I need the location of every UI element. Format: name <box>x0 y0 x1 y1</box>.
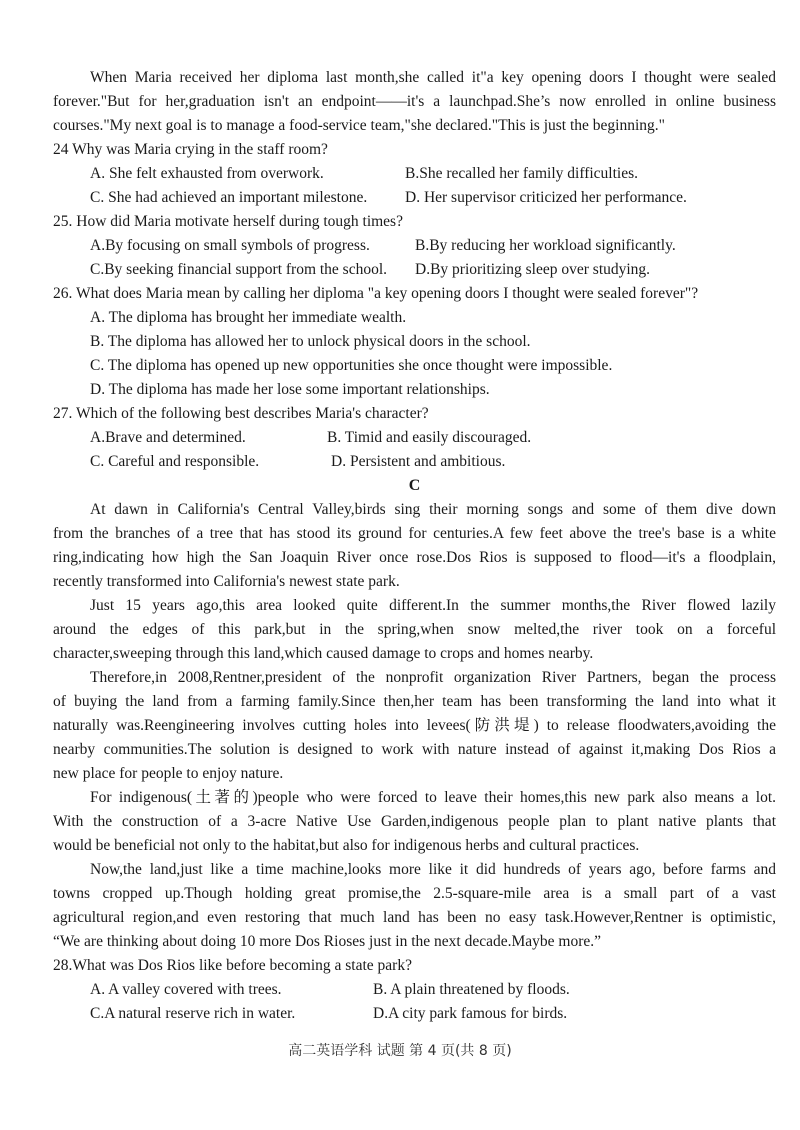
paragraph-line: When Maria received her diploma last month,she called it"a key opening doors I thought were sealed <box>90 69 776 86</box>
paragraph-line: ring,indicating how high the San Joaquin River once rose.Dos Rios is supposed to flood—it's a floodplain, <box>53 549 776 566</box>
paragraph-line: of buying the land from a farming family.Since then,her team has been transforming the land into what it <box>53 693 776 710</box>
option: C. The diploma has opened up new opportunities she once thought were impossible. <box>90 357 613 374</box>
option-row <box>53 186 776 210</box>
paragraph-line: With the construction of a 3-acre Native Use Garden,indigenous people plan to plant native plants that <box>53 813 776 830</box>
option: A.By focusing on small symbols of progress. <box>90 237 370 254</box>
section-heading: C <box>408 477 421 494</box>
option: A. A valley covered with trees. <box>90 981 282 998</box>
paragraph-line: towns cropped up.Though holding great promise,the 2.5-square-mile area is a small part of a vast <box>53 885 776 902</box>
option: A.Brave and determined. <box>90 429 246 446</box>
paragraph-line: recently transformed into California's newest state park. <box>53 573 400 590</box>
option-row <box>53 234 776 258</box>
paragraph-line: Therefore,in 2008,Rentner,president of the nonprofit organization River Partners, began the process <box>90 669 776 686</box>
option: B. The diploma has allowed her to unlock physical doors in the school. <box>90 333 531 350</box>
option: B.By reducing her workload significantly. <box>415 237 676 254</box>
paragraph-line: character,sweeping through this land,which caused damage to crops and homes nearby. <box>53 645 594 662</box>
paragraph-line: forever."But for her,graduation isn't an endpoint——it's a launchpad.She’s now enrolled in online business <box>53 93 776 110</box>
page-footer: 高二英语学科 试题 第 4 页(共 8 页) <box>288 1043 512 1059</box>
option: C. Careful and responsible. <box>90 453 260 470</box>
paragraph-line: naturally was.Reengineering involves cutting holes into levees(防洪堤) to release floodwaters,avoiding the <box>53 717 776 734</box>
option: D. Her supervisor criticized her performance. <box>405 189 687 206</box>
paragraph-line: courses."My next goal is to manage a food-service team,"she declared."This is just the beginning." <box>53 117 665 134</box>
paragraph-line: Now,the land,just like a time machine,looks more like it did hundreds of years ago, before farms and <box>90 861 776 878</box>
paragraph-line: around the edges of this park,but in the spring,when snow melted,the river took on a forceful <box>53 621 776 638</box>
paragraph-line: nearby communities.The solution is designed to work with nature instead of against it,making Dos Rios a <box>53 741 776 758</box>
option: A. The diploma has brought her immediate wealth. <box>90 309 407 326</box>
option: D. Persistent and ambitious. <box>331 453 506 470</box>
option-row <box>53 258 776 282</box>
paragraph-line: agricultural region,and even restoring that much land has been no easy task.However,Rentner is optimistic, <box>53 909 776 926</box>
paragraph-line: “We are thinking about doing 10 more Dos Rioses just in the next decade.Maybe more.” <box>53 933 602 950</box>
paragraph-line: At dawn in California's Central Valley,birds sing their morning songs and some of them dive down <box>90 501 776 518</box>
option-row <box>53 426 776 450</box>
option: D.A city park famous for birds. <box>373 1005 568 1022</box>
option: C.A natural reserve rich in water. <box>90 1005 296 1022</box>
option: B. Timid and easily discouraged. <box>327 429 532 446</box>
paragraph-line: new place for people to enjoy nature. <box>53 765 284 782</box>
option-row <box>53 978 776 1002</box>
exam-page <box>53 66 776 1026</box>
paragraph-line: Just 15 years ago,this area looked quite different.In the summer months,the River flowed lazily <box>90 597 776 614</box>
section-c-passage <box>53 498 776 954</box>
question-stem: 24 Why was Maria crying in the staff room? <box>53 141 328 158</box>
question-stem: 26. What does Maria mean by calling her diploma "a key opening doors I thought were sealed forever"? <box>53 285 699 302</box>
option-row <box>53 450 776 474</box>
option: A. She felt exhausted from overwork. <box>90 165 324 182</box>
question-stem: 28.What was Dos Rios like before becoming a state park? <box>53 957 412 974</box>
option: C.By seeking financial support from the school. <box>90 261 388 278</box>
question-stem: 27. Which of the following best describes Maria's character? <box>53 405 429 422</box>
option: D.By prioritizing sleep over studying. <box>415 261 651 278</box>
paragraph-line: For indigenous(土著的)people who were forced to leave their homes,this new park also means a lot. <box>90 789 776 806</box>
option-row <box>53 1002 776 1026</box>
option: B. A plain threatened by floods. <box>373 981 570 998</box>
option: B.She recalled her family difficulties. <box>405 165 638 182</box>
question-stem: 25. How did Maria motivate herself during tough times? <box>53 213 403 230</box>
option: C. She had achieved an important milestone. <box>90 189 368 206</box>
option: D. The diploma has made her lose some important relationships. <box>90 381 490 398</box>
paragraph-line: would be beneficial not only to the habitat,but also for indigenous herbs and cultural practices. <box>53 837 640 854</box>
paragraph-line: from the branches of a tree that has stood its ground for centuries.A few feet above the tree's base is a white <box>53 525 776 542</box>
option-row <box>53 162 776 186</box>
